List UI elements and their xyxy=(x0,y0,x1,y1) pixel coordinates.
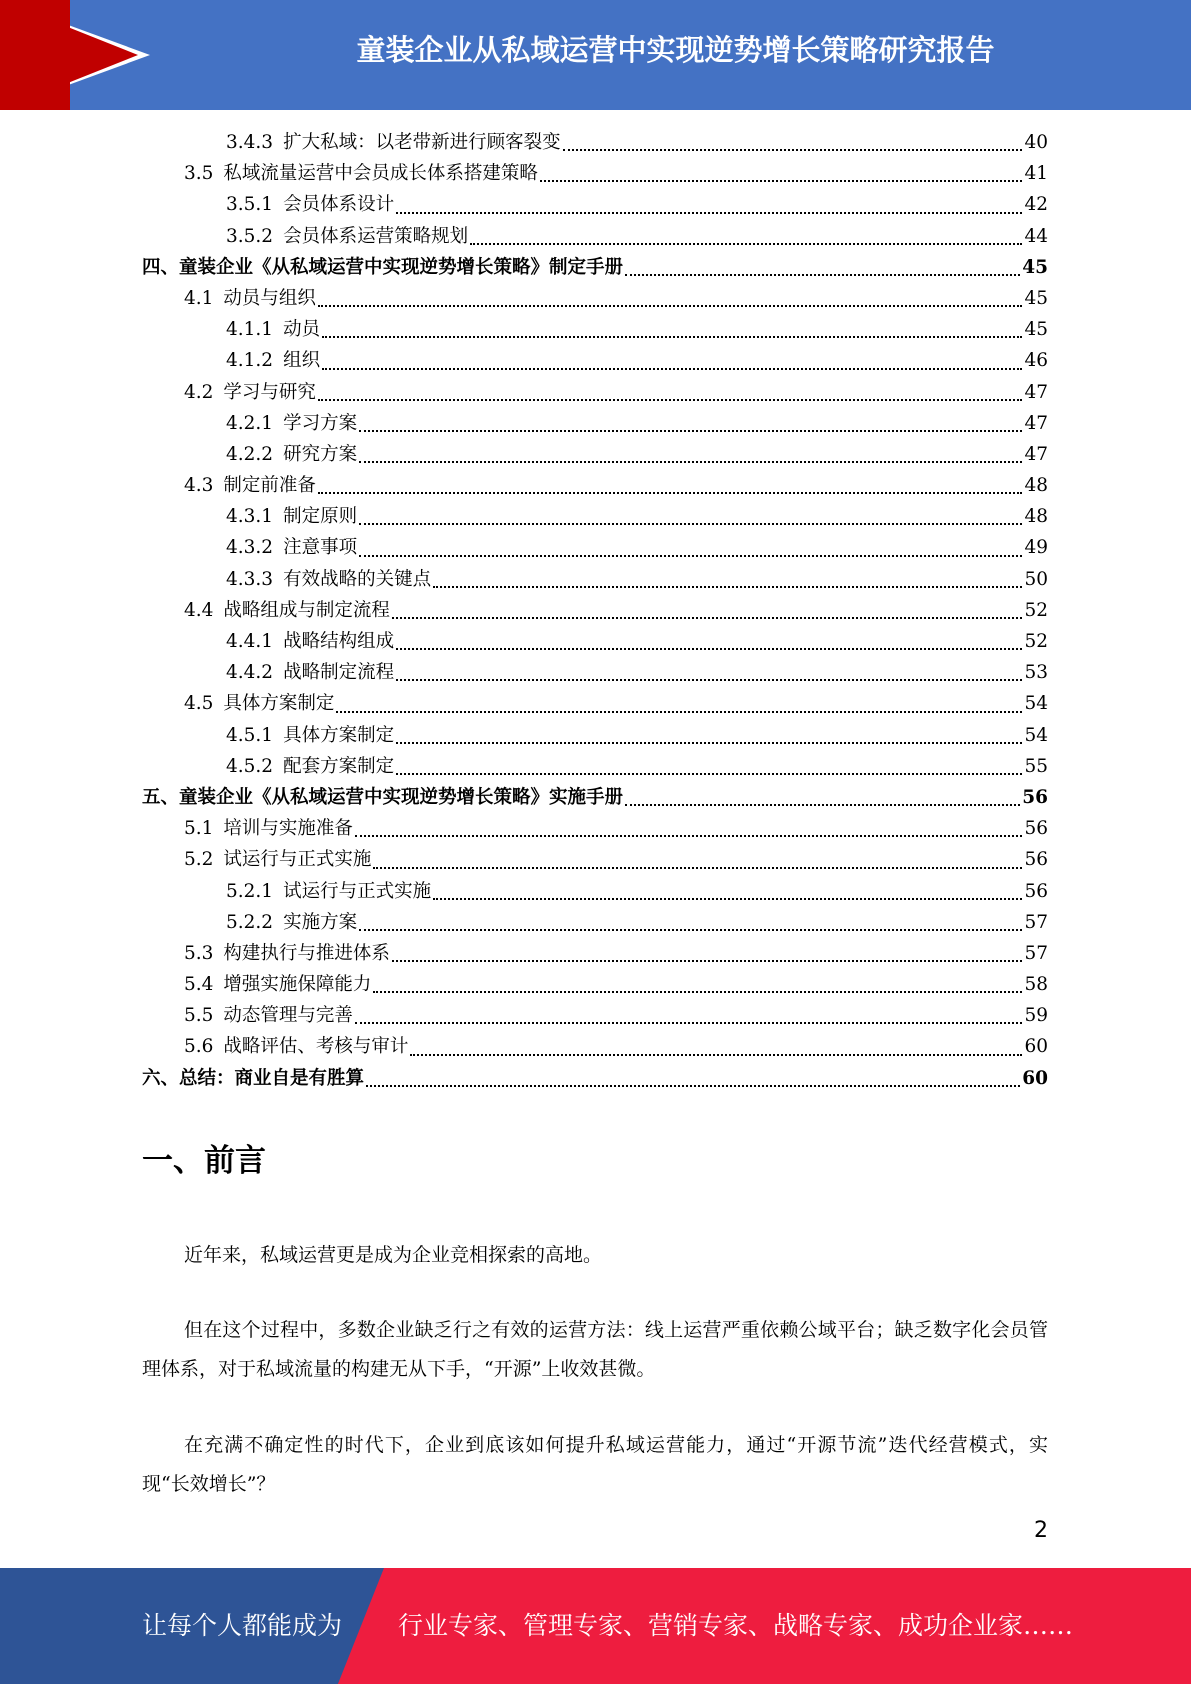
toc-entry-number: 3.5.1 xyxy=(226,194,274,216)
toc-entry-page: 53 xyxy=(1024,662,1048,684)
toc-entry[interactable] xyxy=(142,158,1048,189)
toc-entry-title: 战略组成与制定流程 xyxy=(223,599,390,621)
toc-entry[interactable] xyxy=(142,844,1048,875)
toc-entry[interactable] xyxy=(142,564,1048,595)
toc-entry[interactable] xyxy=(142,1063,1048,1094)
toc-dot-leader xyxy=(318,305,1023,307)
toc-entry-title: 四、童装企业《从私域运营中实现逆势增长策略》制定手册 xyxy=(142,256,624,278)
toc-entry-title: 六、总结：商业自是有胜算 xyxy=(142,1067,365,1089)
toc-entry-page: 40 xyxy=(1024,132,1048,153)
toc-entry-number: 4.5.2 xyxy=(226,755,274,777)
toc-entry-page: 56 xyxy=(1024,849,1048,871)
toc-entry-number: 5.3 xyxy=(184,942,214,964)
toc-dot-leader xyxy=(396,773,1022,775)
toc-entry-page: 52 xyxy=(1024,599,1048,621)
toc-entry-title: 动态管理与完善 xyxy=(223,1005,353,1027)
toc-entry[interactable] xyxy=(142,189,1048,220)
toc-entry-title: 构建执行与推进体系 xyxy=(223,942,390,964)
toc-entry-page: 47 xyxy=(1024,381,1048,403)
toc-entry-page: 48 xyxy=(1024,475,1048,497)
toc-entry[interactable] xyxy=(142,751,1048,782)
toc-dot-leader xyxy=(336,711,1022,713)
toc-dot-leader xyxy=(359,430,1022,432)
toc-entry-title: 会员体系运营策略规划 xyxy=(283,225,469,247)
toc-entry-number: 5.2 xyxy=(184,849,214,871)
toc-entry-title: 有效战略的关键点 xyxy=(283,568,432,590)
toc-entry-page: 56 xyxy=(1022,786,1048,808)
toc-entry-page: 49 xyxy=(1024,537,1048,559)
toc-entry-title: 研究方案 xyxy=(283,443,358,465)
toc-entry-title: 会员体系设计 xyxy=(283,194,395,216)
toc-entry[interactable] xyxy=(142,283,1048,314)
toc-entry-number: 5.2.1 xyxy=(226,880,274,902)
toc-entry[interactable] xyxy=(142,314,1048,345)
toc-entry-page: 41 xyxy=(1024,163,1048,185)
toc-entry-page: 56 xyxy=(1024,818,1048,840)
toc-entry-page: 54 xyxy=(1024,724,1048,746)
toc-entry[interactable] xyxy=(142,938,1048,969)
toc-dot-leader xyxy=(433,898,1022,900)
toc-entry-number: 4.5 xyxy=(184,693,214,715)
toc-dot-leader xyxy=(470,243,1022,245)
footer-slogan-right: 行业专家、管理专家、营销专家、战略专家、成功企业家…… xyxy=(398,1611,1074,1640)
toc-entry[interactable] xyxy=(142,688,1048,719)
toc-entry-number: 4.3.2 xyxy=(226,537,274,559)
toc-entry-page: 60 xyxy=(1024,1036,1048,1058)
header-red-block xyxy=(0,0,70,110)
toc-dot-leader xyxy=(355,835,1023,837)
toc-entry-title: 动员与组织 xyxy=(223,287,316,309)
table-of-contents xyxy=(142,127,1048,1094)
toc-entry-number: 5.4 xyxy=(184,974,214,996)
toc-entry[interactable] xyxy=(142,470,1048,501)
toc-entry[interactable] xyxy=(142,221,1048,252)
toc-dot-leader xyxy=(410,1054,1022,1056)
toc-entry-page: 44 xyxy=(1024,225,1048,247)
toc-dot-leader xyxy=(359,523,1022,525)
toc-entry-page: 60 xyxy=(1022,1067,1048,1089)
toc-dot-leader xyxy=(396,742,1022,744)
toc-dot-leader xyxy=(563,149,1023,151)
toc-entry-number: 3.5.2 xyxy=(226,225,274,247)
toc-dot-leader xyxy=(396,212,1022,214)
header-title: 童装企业从私域运营中实现逆势增长策略研究报告 xyxy=(356,33,995,67)
toc-entry-title: 配套方案制定 xyxy=(283,755,395,777)
toc-entry-number: 3.4.3 xyxy=(226,132,274,153)
toc-entry[interactable] xyxy=(142,657,1048,688)
toc-entry-title: 私域流量运营中会员成长体系搭建策略 xyxy=(223,163,538,185)
toc-entry-title: 注意事项 xyxy=(283,537,358,559)
toc-entry-title: 组织 xyxy=(283,350,321,372)
toc-entry-page: 45 xyxy=(1024,319,1048,341)
toc-entry-page: 46 xyxy=(1024,350,1048,372)
toc-dot-leader xyxy=(322,368,1022,370)
toc-entry-page: 52 xyxy=(1024,631,1048,652)
toc-entry-title: 制定前准备 xyxy=(223,475,316,497)
toc-entry-number: 4.1.1 xyxy=(226,319,274,341)
toc-dot-leader xyxy=(318,492,1023,494)
page-header xyxy=(0,0,1191,110)
toc-entry[interactable] xyxy=(142,782,1048,813)
toc-dot-leader xyxy=(318,399,1023,401)
toc-entry[interactable] xyxy=(142,907,1048,938)
toc-entry-title: 具体方案制定 xyxy=(223,693,335,715)
toc-dot-leader xyxy=(396,679,1022,681)
footer-slogan-left: 让每个人都能成为 xyxy=(142,1611,343,1640)
toc-entry[interactable] xyxy=(142,501,1048,532)
toc-entry-title: 学习方案 xyxy=(283,412,358,434)
toc-entry[interactable] xyxy=(142,876,1048,907)
toc-entry[interactable] xyxy=(142,1031,1048,1062)
toc-entry-page: 48 xyxy=(1024,506,1048,528)
toc-dot-leader xyxy=(392,617,1023,619)
toc-entry-number: 4.3.1 xyxy=(226,506,274,528)
toc-entry-page: 57 xyxy=(1024,911,1048,933)
toc-entry-title: 制定原则 xyxy=(283,506,358,528)
toc-entry-title: 培训与实施准备 xyxy=(223,818,353,840)
toc-entry[interactable] xyxy=(142,439,1048,470)
toc-entry-page: 50 xyxy=(1024,568,1048,590)
toc-entry-page: 58 xyxy=(1024,974,1048,996)
toc-entry-number: 4.5.1 xyxy=(226,724,274,746)
toc-entry-title: 试运行与正式实施 xyxy=(223,849,372,871)
toc-dot-leader xyxy=(433,586,1022,588)
toc-entry-page: 45 xyxy=(1024,287,1048,309)
toc-entry-page: 54 xyxy=(1024,693,1048,715)
toc-entry-title: 动员 xyxy=(283,319,321,341)
toc-entry-number: 4.1.2 xyxy=(226,350,274,372)
toc-entry[interactable] xyxy=(142,127,1048,158)
toc-entry-page: 47 xyxy=(1024,443,1048,465)
toc-dot-leader xyxy=(625,274,1020,276)
toc-entry-page: 56 xyxy=(1024,880,1048,902)
toc-entry-page: 59 xyxy=(1024,1005,1048,1027)
toc-entry-title: 实施方案 xyxy=(283,911,358,933)
toc-entry-page: 47 xyxy=(1024,412,1048,434)
toc-dot-leader xyxy=(392,960,1023,962)
toc-entry-number: 3.5 xyxy=(184,163,214,185)
toc-entry-title: 扩大私域：以老带新进行顾客裂变 xyxy=(283,132,561,153)
toc-entry-title: 战略制定流程 xyxy=(283,662,395,684)
toc-entry-title: 试运行与正式实施 xyxy=(283,880,432,902)
toc-dot-leader xyxy=(373,991,1022,993)
page-number: 2 xyxy=(1034,1518,1048,1543)
toc-entry-number: 5.5 xyxy=(184,1005,214,1027)
toc-entry-number: 4.2 xyxy=(184,381,214,403)
toc-entry-page: 55 xyxy=(1024,755,1048,777)
toc-entry-page: 42 xyxy=(1024,194,1048,216)
toc-dot-leader xyxy=(359,555,1022,557)
toc-entry[interactable] xyxy=(142,813,1048,844)
toc-entry[interactable] xyxy=(142,626,1048,657)
toc-entry-number: 5.6 xyxy=(184,1036,214,1058)
toc-entry[interactable] xyxy=(142,532,1048,563)
paragraph: 在充满不确定性的时代下，企业到底该如何提升私域运营能力，通过“开源节流”迭代经营模式，实现“长效增长”？ xyxy=(142,1434,1048,1495)
toc-entry[interactable] xyxy=(142,408,1048,439)
toc-entry[interactable] xyxy=(142,1000,1048,1031)
toc-dot-leader xyxy=(625,804,1020,806)
toc-entry[interactable] xyxy=(142,252,1048,283)
toc-dot-leader xyxy=(355,1022,1023,1024)
toc-entry-title: 学习与研究 xyxy=(223,381,316,403)
toc-entry-number: 4.4.1 xyxy=(226,631,274,652)
toc-dot-leader xyxy=(359,929,1022,931)
paragraph: 近年来，私域运营更是成为企业竞相探索的高地。 xyxy=(184,1244,603,1266)
toc-entry-page: 57 xyxy=(1024,942,1048,964)
toc-entry[interactable] xyxy=(142,720,1048,751)
paragraph: 但在这个过程中，多数企业缺乏行之有效的运营方法：线上运营严重依赖公域平台；缺乏数字化会员管理体系，对于私域流量的构建无从下手，“开源”上收效甚微。 xyxy=(142,1319,1048,1380)
toc-entry-title: 战略结构组成 xyxy=(283,631,395,652)
toc-dot-leader xyxy=(540,180,1023,182)
toc-dot-leader xyxy=(396,648,1022,650)
toc-entry-number: 4.1 xyxy=(184,287,214,309)
toc-entry-number: 4.2.1 xyxy=(226,412,274,434)
toc-entry[interactable] xyxy=(142,377,1048,408)
toc-entry-number: 5.1 xyxy=(184,818,214,840)
toc-entry[interactable] xyxy=(142,345,1048,376)
toc-dot-leader xyxy=(373,867,1022,869)
toc-dot-leader xyxy=(359,461,1022,463)
section-title: 一、前言 xyxy=(142,1143,266,1179)
toc-entry[interactable] xyxy=(142,969,1048,1000)
toc-dot-leader xyxy=(366,1085,1020,1087)
toc-entry-number: 4.2.2 xyxy=(226,443,274,465)
toc-entry-title: 增强实施保障能力 xyxy=(223,974,372,996)
toc-entry-number: 5.2.2 xyxy=(226,911,274,933)
toc-entry-title: 五、童装企业《从私域运营中实现逆势增长策略》实施手册 xyxy=(142,786,624,808)
toc-entry-title: 具体方案制定 xyxy=(283,724,395,746)
toc-entry-number: 4.4.2 xyxy=(226,662,274,684)
toc-entry-number: 4.3 xyxy=(184,475,214,497)
toc-entry[interactable] xyxy=(142,595,1048,626)
toc-dot-leader xyxy=(322,336,1022,338)
page-footer xyxy=(0,1568,1191,1684)
toc-entry-number: 4.3.3 xyxy=(226,568,274,590)
toc-entry-page: 45 xyxy=(1022,256,1048,278)
toc-entry-number: 4.4 xyxy=(184,599,214,621)
toc-entry-title: 战略评估、考核与审计 xyxy=(223,1036,409,1058)
